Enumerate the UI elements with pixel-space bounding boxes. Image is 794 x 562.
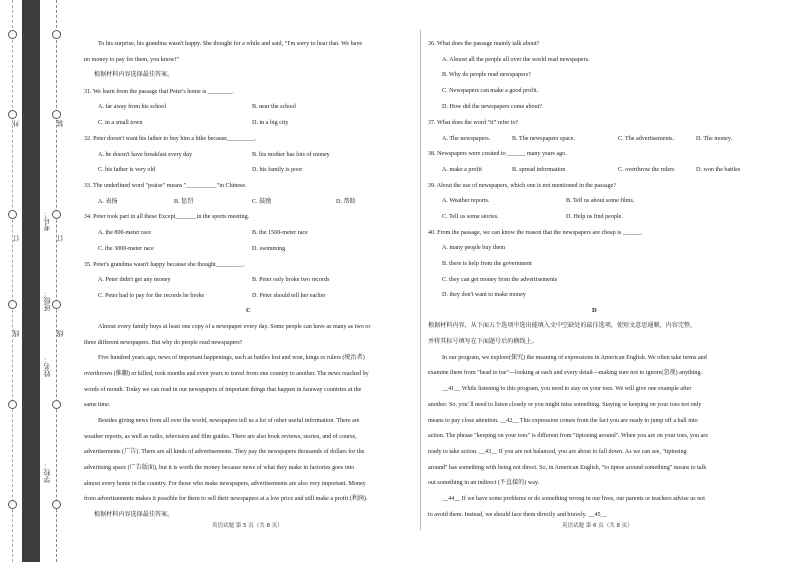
option: B. Tell us about some films. <box>566 198 635 204</box>
paragraph-line: __41__ While listening to this program, you need to stay on your toes. We will give one example after <box>442 386 692 392</box>
paragraph-line: In our program, we explore(探究) the meaning of expressions in American English. We often take terms and <box>442 355 707 361</box>
seal-circle <box>8 110 17 119</box>
option: A. Weather reports. <box>442 198 490 204</box>
inner-seal-line <box>56 0 57 562</box>
paragraph-line: from advertisements makes it possible for them to sell their newspapers at a low price and still make a profit (利润). <box>84 496 368 502</box>
option: D. Help us find people. <box>566 214 623 220</box>
seal-circle <box>52 500 61 509</box>
exam-number-label: 考号： <box>43 210 51 231</box>
option: D. in a big city <box>252 120 289 126</box>
question-37: 37. What does the word “it” refer to? <box>428 120 519 126</box>
option: C. Peter had to pay for the records he broke <box>98 293 205 299</box>
paragraph-line: To his surprise, his grandma wasn't happy. She thought for a while and said, “I'm sorry to hear that. We have <box>98 41 363 47</box>
question-34: 34. Peter took part in all these Except_______in the sports meeting. <box>84 214 250 220</box>
outer-seal-line <box>12 0 13 562</box>
option: A. the 800-meter race <box>98 230 152 236</box>
page-footer-left: 英语试题 第 5 页（共 8 页） <box>212 523 283 529</box>
question-31: 31. We learn from the passage that Peter's home is ________. <box>84 89 234 95</box>
question-40: 40. From the passage, we can know the reason that the newspapers are cheap is ______. <box>428 230 643 236</box>
seal-mark: 装 <box>56 120 64 127</box>
binding-bar <box>22 0 40 562</box>
instruction: 根据材料内容选择最佳答案。 <box>94 512 174 518</box>
option: D. won the battles <box>696 167 741 173</box>
seal-circle <box>8 30 17 39</box>
option: A. The newspapers. <box>442 136 491 142</box>
question-32: 32. Peter doesn't want his father to buy him a bike because_________. <box>84 136 256 142</box>
option: D. Peter should tell her earlier <box>252 293 326 299</box>
paragraph-line: no money to pay for them, you know!” <box>84 57 180 63</box>
seal-circle <box>8 300 17 309</box>
option: C. The advertisements. <box>618 136 675 142</box>
paragraph-line: advertisements (广告). There are all kinds of advertisements. They pay the newspapers thousands of dollars for the <box>84 449 365 455</box>
seal-mark: 线 <box>56 330 64 337</box>
instruction: 根据材料内容，从下面五个选项中选出能填入文中空缺处的最佳选项，使短文意思通顺、内容完整， <box>428 323 697 329</box>
seal-circle <box>8 500 17 509</box>
option: C. Newspapers can make a good profit. <box>442 88 539 94</box>
question-38: 38. Newspapers were created to ______ many years ago. <box>428 151 567 157</box>
paragraph-line: to avoid them. Instead, we should face them directly and bravely. __45__ <box>428 512 607 518</box>
paragraph-line: overthrown (推翻) or killed, took months and even years to travel from one country to another. The news reached by <box>84 371 369 377</box>
class-label: 班级： <box>43 290 51 311</box>
section-d-heading: D <box>592 307 597 314</box>
paragraph-line: out something in an indirect (不直接的) way. <box>428 480 540 486</box>
instruction: 并将其标号填写在下面题号后的横线上。 <box>428 339 538 345</box>
paragraph-line: Almost every family buys at least one copy of a newspaper every day. Some people can have as many as two or <box>98 324 371 330</box>
paragraph-line: same time. <box>84 402 111 408</box>
option: D. How did the newspapers come about? <box>442 104 543 110</box>
seal-mark: 订 <box>12 235 20 242</box>
name-label: 姓名： <box>43 356 51 377</box>
paragraph-line: around" has something with being not direct. So, in American English, "to tiptoe around something" means to talk <box>428 465 707 471</box>
option: D. they don't want to make money <box>442 292 526 298</box>
paragraph-line: Besides giving news from all over the world, newspapers tell us a lot of other useful information. There are <box>98 418 360 424</box>
paragraph-line: __44__ If we have some problems or do something wrong in our lives, our parents or teachers advise us not <box>442 496 705 502</box>
option: A. Peter didn't get any money <box>98 277 171 283</box>
option: A. many people buy them <box>442 245 506 251</box>
paragraph-line: almost every home in the country. For those who make newspapers, advertisements are also very important. Money <box>84 481 366 487</box>
column-divider <box>420 30 421 530</box>
question-35: 35. Peter's grandma wasn't happy because she thought_________. <box>84 262 245 268</box>
seal-circle <box>8 400 17 409</box>
option: B. 惩罚 <box>174 199 194 205</box>
seal-circle <box>52 400 61 409</box>
paragraph-line: weather reports, as well as radio, television and film guides. There are also book reviews, stories, and of course, <box>84 434 357 440</box>
paragraph-line: three different newspapers. But why do people read newspapers? <box>84 340 243 346</box>
option: A. 表扬 <box>98 199 118 205</box>
paragraph-line: Five hundred years ago, news of important happenings, such as battles lost and won, kings or rulers (统治者) <box>98 355 365 361</box>
paragraph-line: examine them from "head to toe"—looking at each and every detail—making sure not to ignore(忽视) anything. <box>428 370 703 376</box>
option: D. his family is poor <box>252 167 303 173</box>
seal-mark: 线 <box>12 330 20 337</box>
question-36: 36. What does the passage mainly talk about? <box>428 41 540 47</box>
option: C. 鼓励 <box>252 199 272 205</box>
seal-mark: 外 <box>12 120 20 127</box>
seal-mark: 订 <box>56 235 64 242</box>
paragraph-line: advertising space (广告版面), but it is worth the money because news of what they make in factories goes into <box>84 465 355 471</box>
page-footer-right: 英语试题 第 6 页（共 8 页） <box>562 523 633 529</box>
seal-circle <box>52 30 61 39</box>
option: B. Why do people read newspapers? <box>442 72 531 78</box>
option: C. his father is very old <box>98 167 156 173</box>
option: B. spread information <box>512 167 566 173</box>
option: B. near the school <box>252 104 296 110</box>
option: B. there is help from the government <box>442 261 532 267</box>
seal-circle <box>52 210 61 219</box>
instruction: 根据材料内容选择最佳答案。 <box>94 72 174 78</box>
school-label: 学校： <box>43 462 51 483</box>
paragraph-line: action. The phrase "keeping on your toes" is different from "tiptoeing around". When you are on your toes, you are <box>428 433 709 439</box>
option: A. make a profit <box>442 167 482 173</box>
binding-margin <box>0 0 68 562</box>
option: B. The newspapers space. <box>512 136 576 142</box>
paragraph-line: means to pay close attention. __42__ This expression comes from the fact you are ready to jump off a ball into <box>428 418 698 424</box>
paragraph-line: ready to take action. __43__ If you are not balanced, you are about to fall down. As we can see, "tiptoeing <box>428 449 687 455</box>
option: B. the 1500-meter race <box>252 230 308 236</box>
option: B. Peter only broke two records <box>252 277 330 283</box>
option: C. in a small town <box>98 120 143 126</box>
option: D. The money. <box>696 136 733 142</box>
option: C. Tell us some stories. <box>442 214 499 220</box>
option: C. they can get money from the advertisements <box>442 277 558 283</box>
option: A. far away from his school <box>98 104 167 110</box>
section-c-heading: C <box>246 307 251 314</box>
option: D. swimming <box>252 246 286 252</box>
question-33: 33. The underlined word "praise" means "__________"in Chinese. <box>84 183 247 189</box>
seal-circle <box>8 210 17 219</box>
paragraph-line: another. So, you' ll need to listen closely or you might miss something. Staying or keeping on your toes not only <box>428 402 702 408</box>
option: C. overthrow the rulers <box>618 167 675 173</box>
seal-circle <box>52 110 61 119</box>
option: C. the 3000-meter race <box>98 246 154 252</box>
seal-circle <box>52 300 61 309</box>
option: B. his mother has lots of money <box>252 152 330 158</box>
paragraph-line: words of mouth. Today we can read in our newspapers of important things that happen in faraway countries at the <box>84 387 362 393</box>
option: A. he doesn't have breakfast every day <box>98 152 192 158</box>
option: A. Almost all the people all over the world read newspapers. <box>442 57 590 63</box>
option: D. 帮助 <box>336 199 356 205</box>
question-39: 39. About the use of newspapers, which one is not mentioned in the passage? <box>428 183 617 189</box>
